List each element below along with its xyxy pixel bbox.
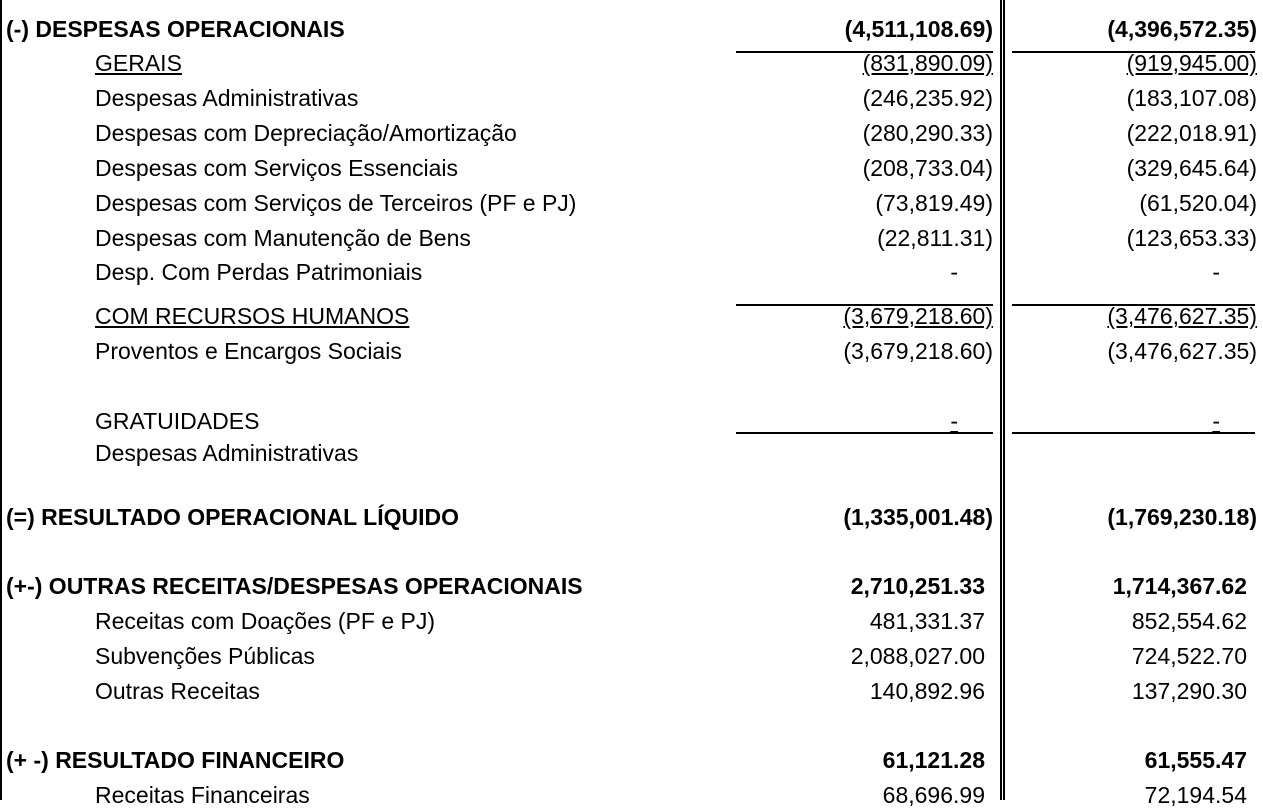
value-current-year: (280,290.33) (862, 120, 993, 146)
row-gerais (0, 46, 1263, 80)
row-label: GERAIS (95, 50, 182, 76)
row-gratuidades-despesas-administrativas (0, 436, 1263, 470)
value-prior-year: (3,476,627.35) (1107, 303, 1257, 329)
value-prior-year: 137,290.30 (1131, 678, 1247, 704)
value-current-year: (4,511,108.69) (844, 16, 993, 42)
value-prior-year: (123,653.33) (1126, 225, 1257, 251)
value-current-year: (73,819.49) (875, 190, 993, 216)
value-current-year: (208,733.04) (862, 155, 993, 181)
value-prior-year: - (1212, 259, 1220, 285)
row-perdas-patrimoniais (0, 255, 1263, 289)
row-outras-receitas-despesas (0, 569, 1263, 603)
value-current-year: (246,235.92) (862, 85, 993, 111)
row-depreciacao-amortizacao (0, 116, 1263, 150)
value-current-year: 481,331.37 (869, 608, 985, 634)
row-label: COM RECURSOS HUMANOS (95, 303, 410, 329)
row-resultado-financeiro (0, 743, 1263, 777)
row-label: Subvenções Públicas (95, 643, 315, 669)
value-current-year: (3,679,218.60) (843, 303, 993, 329)
row-subvencoes-publicas (0, 639, 1263, 673)
row-resultado-operacional-liquido (0, 500, 1263, 534)
row-receitas-doacoes (0, 604, 1263, 638)
row-proventos-encargos (0, 334, 1263, 368)
value-prior-year: (1,769,230.18) (1107, 504, 1257, 530)
row-label: Despesas com Manutenção de Bens (95, 225, 471, 251)
row-label: Receitas Financeiras (95, 782, 310, 808)
value-current-year: (831,890.09) (862, 50, 993, 76)
value-prior-year: (222,018.91) (1126, 120, 1257, 146)
value-prior-year: 72,194.54 (1144, 782, 1247, 808)
value-prior-year: 724,522.70 (1131, 643, 1247, 669)
value-current-year: 140,892.96 (869, 678, 985, 704)
row-label: Proventos e Encargos Sociais (95, 338, 402, 364)
row-receitas-financeiras (0, 778, 1263, 812)
row-label: Despesas com Serviços Essenciais (95, 155, 459, 181)
value-current-year: - (950, 259, 958, 285)
row-label: (-) DESPESAS OPERACIONAIS (6, 16, 345, 42)
value-prior-year: (329,645.64) (1126, 155, 1257, 181)
value-prior-year: - (1212, 408, 1220, 434)
row-servicos-terceiros (0, 186, 1263, 220)
row-outras-receitas (0, 674, 1263, 708)
value-current-year: 68,696.99 (882, 782, 985, 808)
row-manutencao-bens (0, 221, 1263, 255)
value-prior-year: (183,107.08) (1126, 85, 1257, 111)
value-current-year: 61,121.28 (882, 747, 985, 773)
row-label: Despesas com Depreciação/Amortização (95, 120, 517, 146)
row-despesas-administrativas (0, 81, 1263, 115)
value-prior-year: (61,520.04) (1139, 190, 1257, 216)
value-current-year: (3,679,218.60) (843, 338, 993, 364)
value-prior-year: (4,396,572.35) (1107, 16, 1257, 42)
value-current-year: 2,710,251.33 (850, 573, 985, 599)
value-prior-year: (919,945.00) (1126, 50, 1257, 76)
row-despesas-operacionais (0, 12, 1263, 46)
row-label: GRATUIDADES (95, 408, 260, 434)
row-label: Despesas com Serviços de Terceiros (PF e PJ) (95, 190, 577, 216)
value-prior-year: 1,714,367.62 (1112, 573, 1247, 599)
row-servicos-essenciais (0, 151, 1263, 185)
row-label: (+ -) RESULTADO FINANCEIRO (6, 747, 345, 773)
row-gratuidades (0, 404, 1263, 438)
row-label: (+-) OUTRAS RECEITAS/DESPESAS OPERACIONAIS (6, 573, 583, 599)
value-current-year: (1,335,001.48) (843, 504, 993, 530)
value-current-year: - (950, 408, 958, 434)
row-label: Despesas Administrativas (95, 440, 359, 466)
row-label: Desp. Com Perdas Patrimoniais (95, 259, 423, 285)
row-label: Despesas Administrativas (95, 85, 359, 111)
value-prior-year: 61,555.47 (1144, 747, 1247, 773)
row-label: (=) RESULTADO OPERACIONAL LÍQUIDO (6, 504, 459, 530)
value-prior-year: 852,554.62 (1131, 608, 1247, 634)
value-current-year: 2,088,027.00 (850, 643, 985, 669)
row-recursos-humanos (0, 299, 1263, 333)
value-current-year: (22,811.31) (877, 225, 993, 251)
row-label: Outras Receitas (95, 678, 260, 704)
row-label: Receitas com Doações (PF e PJ) (95, 608, 436, 634)
value-prior-year: (3,476,627.35) (1107, 338, 1257, 364)
